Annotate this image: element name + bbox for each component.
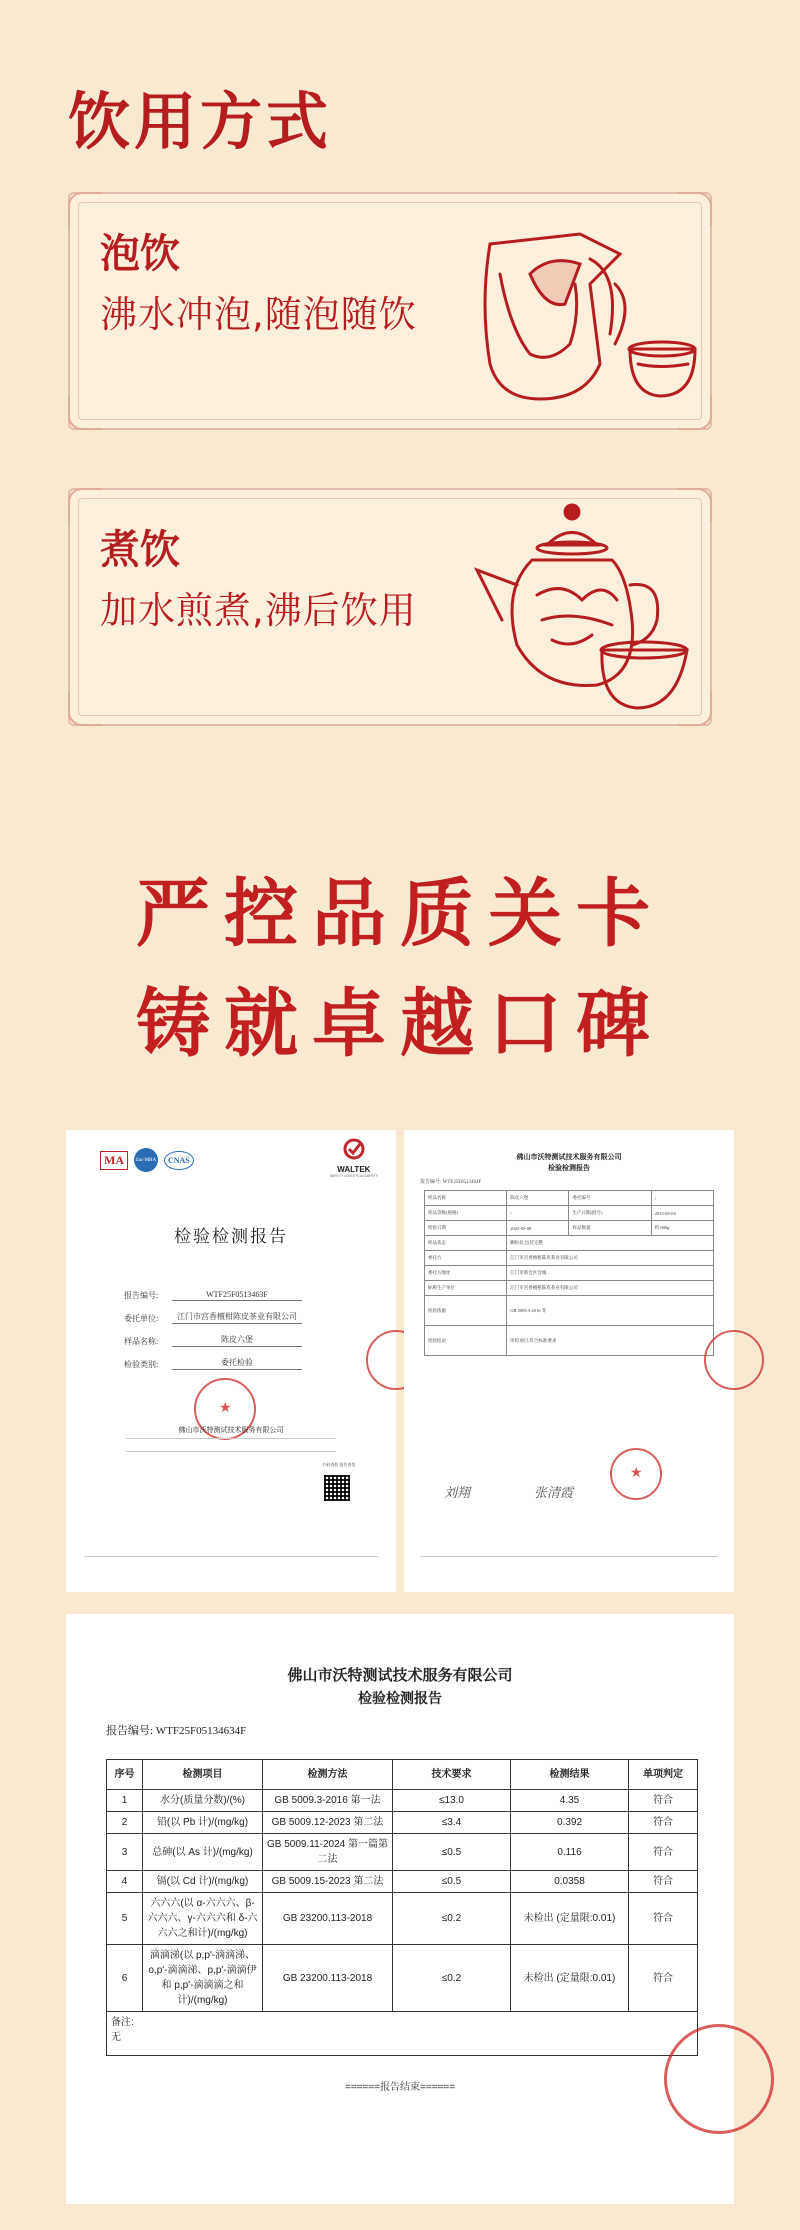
- report-info-page: [404, 1130, 734, 1592]
- table-cell: 符合: [629, 1790, 698, 1812]
- table-row: [107, 1790, 698, 1812]
- qr-caption: 扫码查验 报告真伪: [322, 1462, 356, 1467]
- table-cell: 六六六(以 α-六六六、β-六六六、γ-六六六和 δ-六六六之和计)/(mg/kg): [143, 1893, 263, 1945]
- report-title: 检验检测报告: [174, 1227, 288, 1246]
- column-header: 单项判定: [629, 1760, 698, 1790]
- table-header-row: [107, 1760, 698, 1790]
- table-row: [425, 1281, 714, 1296]
- table-cell: 检验结论: [425, 1326, 507, 1356]
- table-cell: 符合: [629, 1945, 698, 2012]
- report-field: [124, 1301, 302, 1324]
- report-title: 检验检测报告: [548, 1164, 590, 1172]
- teapot-cup-icon: [470, 214, 710, 414]
- table-cell: 符合: [629, 1812, 698, 1834]
- table-cell: 符合: [629, 1871, 698, 1893]
- table-cell: ≤0.5: [393, 1871, 511, 1893]
- checkmark-icon: [343, 1138, 365, 1160]
- table-cell: ≤0.2: [393, 1893, 511, 1945]
- official-seal: ★: [194, 1378, 256, 1440]
- table-cell: 2025-05-04: [651, 1206, 713, 1221]
- table-cell: 检验日期: [425, 1221, 507, 1236]
- company-name: 佛山市沃特测试技术服务有限公司: [287, 1666, 513, 1684]
- table-cell: 6: [107, 1945, 143, 2012]
- sample-info-table: [424, 1190, 714, 1356]
- report-field: [124, 1324, 302, 1347]
- table-row: [425, 1221, 714, 1236]
- signature: 张清霞: [534, 1486, 574, 1501]
- cnas-logo: CNAS: [164, 1151, 194, 1170]
- table-cell: 所检项目,符合标准要求: [507, 1326, 714, 1356]
- table-cell: 符合: [629, 1893, 698, 1945]
- table-cell: 4: [107, 1871, 143, 1893]
- table-row: [425, 1251, 714, 1266]
- table-cell: /: [651, 1191, 713, 1206]
- report-end-marker: ======报告结束======: [344, 2082, 456, 2093]
- table-row: [107, 2012, 698, 2056]
- table-cell: GB 23200.113-2018: [263, 1945, 393, 2012]
- edge-seal: [704, 1330, 764, 1390]
- waltek-logo: [330, 1138, 378, 1178]
- report-results-page: [66, 1614, 734, 2204]
- signature: 刘翔: [444, 1486, 471, 1501]
- table-cell: 滴滴涕(以 p,p'-滴滴涕、o,p'-滴滴涕、p,p'-滴滴伊和 p,p'-滴滴滴之和计)/(mg/kg): [143, 1945, 263, 2012]
- table-cell: 江门市新会区会城…: [507, 1266, 714, 1281]
- table-cell: 未检出 (定量限:0.01): [511, 1945, 629, 2012]
- table-cell: 0.0358: [511, 1871, 629, 1893]
- column-header: 检测项目: [143, 1760, 263, 1790]
- table-cell: 陈皮六堡: [507, 1191, 569, 1206]
- cma-logo: MA: [100, 1151, 128, 1170]
- table-row: [107, 1812, 698, 1834]
- table-cell: 4.35: [511, 1790, 629, 1812]
- page-title: 饮用方式: [68, 85, 333, 158]
- table-cell: ≤0.5: [393, 1834, 511, 1871]
- table-cell: 标称生产单位: [425, 1281, 507, 1296]
- table-cell: 2025-05-08: [507, 1221, 569, 1236]
- method-title: 煮饮: [100, 527, 180, 573]
- method-description: 加水煎煮,沸后饮用: [100, 589, 417, 632]
- edge-seal: [664, 2024, 774, 2134]
- report-number: 报告编号: WTF25F0513464F: [420, 1180, 482, 1185]
- table-cell: 铅(以 Pb 计)/(mg/kg): [143, 1812, 263, 1834]
- table-cell: 1: [107, 1790, 143, 1812]
- table-row: [425, 1296, 714, 1326]
- ilac-logo: ilac-MRA: [134, 1148, 158, 1172]
- table-cell: 2: [107, 1812, 143, 1834]
- table-cell: /: [507, 1206, 569, 1221]
- issuer-name: 佛山市沃特测试技术服务有限公司: [178, 1426, 284, 1434]
- table-cell: 检验依据: [425, 1296, 507, 1326]
- test-results-table: [106, 1759, 698, 2056]
- table-row: [425, 1191, 714, 1206]
- table-cell: ≤13.0: [393, 1790, 511, 1812]
- table-row: [107, 1834, 698, 1871]
- column-header: 序号: [107, 1760, 143, 1790]
- method-title: 泡饮: [100, 231, 180, 277]
- table-cell: 江门市宫香檀柑陈皮茶业有限公司: [507, 1251, 714, 1266]
- table-cell: 水分(质量分数)/(%): [143, 1790, 263, 1812]
- table-cell: 符合: [629, 1834, 698, 1871]
- table-cell: 镉(以 Cd 计)/(mg/kg): [143, 1871, 263, 1893]
- table-cell: 样品状态: [425, 1236, 507, 1251]
- table-cell: 总砷(以 As 计)/(mg/kg): [143, 1834, 263, 1871]
- table-cell: 3: [107, 1834, 143, 1871]
- table-cell: ≤3.4: [393, 1812, 511, 1834]
- method-card-boil: [68, 488, 712, 726]
- field-label: 检验类别:: [124, 1360, 159, 1369]
- field-value: WTF25F0513463F: [172, 1290, 302, 1301]
- field-label: 样品名称:: [124, 1337, 159, 1346]
- field-value: 委托检验: [172, 1357, 302, 1370]
- table-cell: 样品数量: [569, 1221, 651, 1236]
- column-header: 检测方法: [263, 1760, 393, 1790]
- accreditation-logos: [100, 1148, 194, 1172]
- table-cell: 委托方地址: [425, 1266, 507, 1281]
- report-title: 检验检测报告: [358, 1691, 442, 1707]
- table-cell: 0.116: [511, 1834, 629, 1871]
- table-cell: GB 5009.15-2023 第二法: [263, 1871, 393, 1893]
- method-description: 沸水冲泡,随泡随饮: [100, 293, 417, 336]
- table-cell: 颗粒状,包装完整: [507, 1236, 714, 1251]
- report-field: [124, 1347, 302, 1370]
- table-cell: 生产日期(批号): [569, 1206, 651, 1221]
- table-row: [107, 1945, 698, 2012]
- table-cell: 未检出 (定量限:0.01): [511, 1893, 629, 1945]
- table-cell: GB 5009.11-2024 第一篇第二法: [263, 1834, 393, 1871]
- table-cell: GB 5009.3-2016 第一法: [263, 1790, 393, 1812]
- table-row: [425, 1326, 714, 1356]
- slogan-line-2: 铸就卓越口碑: [136, 981, 664, 1067]
- method-card-brew: [68, 192, 712, 430]
- table-cell: 委托方: [425, 1251, 507, 1266]
- report-field: [124, 1278, 302, 1301]
- table-cell: 委托编号: [569, 1191, 651, 1206]
- table-row: [107, 1893, 698, 1945]
- table-cell: GB 23200.113-2018: [263, 1893, 393, 1945]
- field-value: 陈皮六堡: [172, 1334, 302, 1347]
- table-cell: 样品名称: [425, 1191, 507, 1206]
- column-header: 检测结果: [511, 1760, 629, 1790]
- table-cell: ≤0.2: [393, 1945, 511, 2012]
- kettle-cup-icon: [462, 500, 712, 720]
- company-name: 佛山市沃特测试技术服务有限公司: [516, 1153, 622, 1161]
- field-label: 委托单位:: [124, 1314, 159, 1323]
- slogan-line-1: 严控品质关卡: [136, 871, 664, 957]
- report-cover-page: [66, 1130, 396, 1592]
- brand-tagline: SAFETY GIVES YOU SAFETY: [329, 1174, 378, 1178]
- table-cell: 0.392: [511, 1812, 629, 1834]
- table-cell: GB 5009.3-2016 等: [507, 1296, 714, 1326]
- table-cell: 5: [107, 1893, 143, 1945]
- table-row: [425, 1266, 714, 1281]
- qr-code: [324, 1475, 350, 1501]
- remark-cell: [107, 2012, 698, 2056]
- brand-name: WALTEK: [337, 1165, 371, 1174]
- field-value: 江门市宫香檀柑陈皮茶业有限公司: [172, 1311, 302, 1324]
- remark-value: 无: [111, 2032, 121, 2043]
- table-cell: GB 5009.12-2023 第二法: [263, 1812, 393, 1834]
- table-row: [425, 1236, 714, 1251]
- column-header: 技术要求: [393, 1760, 511, 1790]
- official-seal: ★: [610, 1448, 662, 1500]
- table-cell: 约 600g: [651, 1221, 713, 1236]
- table-row: [425, 1206, 714, 1221]
- report-fields: [124, 1278, 302, 1370]
- report-number: 报告编号: WTF25F05134634F: [106, 1725, 247, 1737]
- table-cell: 样品等级(规格): [425, 1206, 507, 1221]
- remark-label: 备注:: [111, 2017, 134, 2028]
- field-label: 报告编号:: [124, 1291, 159, 1300]
- table-row: [107, 1871, 698, 1893]
- table-cell: 江门市宫香檀柑陈皮茶业有限公司: [507, 1281, 714, 1296]
